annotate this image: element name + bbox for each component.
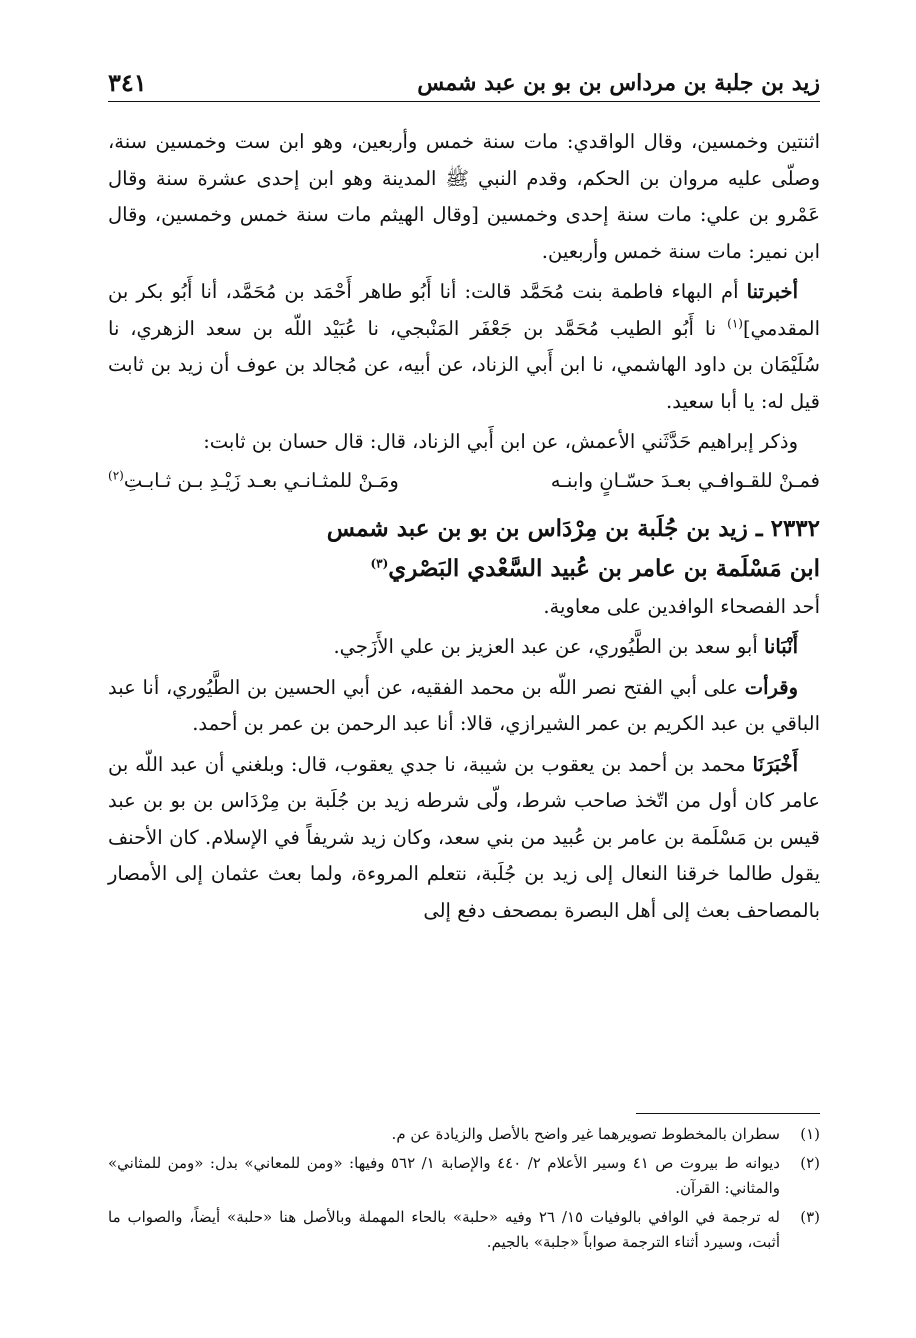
footnote-ref-3: (٣) [370, 555, 389, 570]
footnote-number: (٢) [800, 1154, 820, 1172]
paragraph-description: أحد الفصحاء الوافدين على معاوية. [543, 594, 820, 618]
verse-second-hemistich: ومَـنْ للمثـانـي بعـد زَيْـدِ بـن ثـابـتِ [123, 468, 399, 492]
verse-first-hemistich: فمـنْ للقـوافـي بعـدَ حسّـانٍ وابنـه [550, 468, 820, 492]
footnote-item [108, 1151, 820, 1201]
body-text [108, 124, 820, 929]
footnote-ref-1: (١) [727, 316, 743, 330]
footnote-rule [636, 1113, 820, 1114]
poem-verse [108, 463, 820, 499]
footnote-item [108, 1122, 820, 1147]
paragraph-death-dates: اثنتين وخمسين، وقال الواقدي: مات سنة خمس وأربعين، وهو ابن ست وخمسين سنة، وصلّى عليه مروان بن الحكم، وقدم النبي ﷺ المدينة وهو ابن إحدى عشرة سنة وقال عَمْرو بن علي: مات سنة إحدى وخمسين [وقال الهيثم مات سنة خمس وخمسين، وقال ابن نمير: مات سنة خمس وأربعين. [108, 130, 820, 263]
footnote-number: (٣) [800, 1208, 820, 1226]
isnad-text-a: أم البهاء فاطمة بنت مُحَمَّد قالت: أنا أَبُو طاهر أَحْمَد بن مُحَمَّد، أنا أَبُو بكر بن المقدمي] [108, 280, 820, 340]
header-rule [108, 101, 820, 102]
paragraph-poem-intro: وذكر إبراهيم حَدَّثَني الأعمش، عن ابن أَبي الزناد، قال: قال حسان بن ثابت: [203, 430, 798, 453]
entry-heading: ٢٣٣٢ ـ زيد بن جُلَبة بن مِرْدَاس بن بو بن عبد شمس [326, 514, 820, 542]
isnad-2-lead-word: أَنْبَانا [763, 635, 798, 658]
isnad-2-text: أبو سعد بن الطَّيُوري، عن عبد العزيز بن علي الأَزَجي. [333, 635, 764, 658]
isnad-4-text: محمد بن أحمد بن يعقوب بن شيبة، نا جدي يعقوب، قال: وبلغني أن عبد اللّه بن عامر كان أول من اتّخذ صاحب شرط، ولّى شرطه زيد بن جُلَبة بن مِرْدَاس بن بو بن عبد قيس بن مَسْلَمة بن عامر بن عُبيد من بني سعد، وكان زيد شريفاً في الإسلام. كان الأحنف يقول طالما خرقنا النعال إلى زيد بن جُلَبة، نتعلم المروءة، ولما بعث عثمان إلى الأمصار بالمصاحف بعث إلى أهل البصرة بمصحف دفع إلى [108, 752, 820, 922]
footnote-number: (١) [800, 1125, 820, 1143]
paragraph-isnad-3 [108, 670, 820, 743]
isnad-3-text: على أبي الفتح نصر اللّه بن محمد الفقيه، عن أبي الحسين بن الطَّيُوري، أنا عبد الباقي بن عبد الكريم بن عمر الشيرازي، قالا: أنا عبد الرحمن بن عمر بن أحمد. [108, 675, 820, 735]
footnote-text: له ترجمة في الوافي بالوفيات ١٥/ ٢٦ وفيه «حلبة» بالحاء المهملة وبالأصل هنا «حلبة» أيضاً، والصواب ما أثبت، وسيرد أثناء الترجمة صواباً «جلبة» بالجيم. [108, 1208, 781, 1251]
paragraph-isnad-2 [108, 629, 820, 666]
footnote-text: ديوانه ط بيروت ص ٤١ وسير الأعلام ٢/ ٤٤٠ والإصابة ١/ ٥٦٢ وفيها: «ومن للمعاني» بدل: «ومن للمثاني» والمثاني: القرآن. [108, 1154, 780, 1197]
isnad-3-lead-word: وقرأت [744, 675, 798, 699]
footnotes [108, 1122, 820, 1259]
verse-second-hemistich-wrap [108, 463, 399, 499]
entry-heading-line-2: ابن مَسْلَمة بن عامر بن عُبيد السَّعْدي البَصْري [388, 554, 820, 582]
running-title: زيد بن جلبة بن مرداس بن بو بن عبد شمس [417, 70, 820, 96]
paragraph-isnad-1 [108, 274, 820, 420]
footnote-text: سطران بالمخطوط تصويرهما غير واضح بالأصل والزيادة عن م. [391, 1125, 780, 1143]
entry-heading-continued [108, 549, 820, 589]
page-header [108, 66, 820, 100]
isnad-text-b: نا أَبُو الطيب مُحَمَّد بن جَعْفَر المَنْبجي، نا عُبَيْد اللّه بن سعد الزهري، نا سُلَيْمَان بن داود الهاشمي، نا ابن أَبي الزناد، عن أبيه، عن مُجالد بن عوف أن زيد بن ثابت قيل له: يا أبا سعيد. [108, 316, 820, 413]
page-number: ٣٤١ [108, 68, 147, 97]
isnad-4-lead-word: أَخْبَرَنَا [752, 752, 798, 776]
paragraph-isnad-4 [108, 747, 820, 930]
footnote-item [108, 1205, 820, 1255]
isnad-lead-word: أخبرتنا [746, 280, 798, 303]
footnote-ref-2: (٢) [108, 468, 124, 482]
